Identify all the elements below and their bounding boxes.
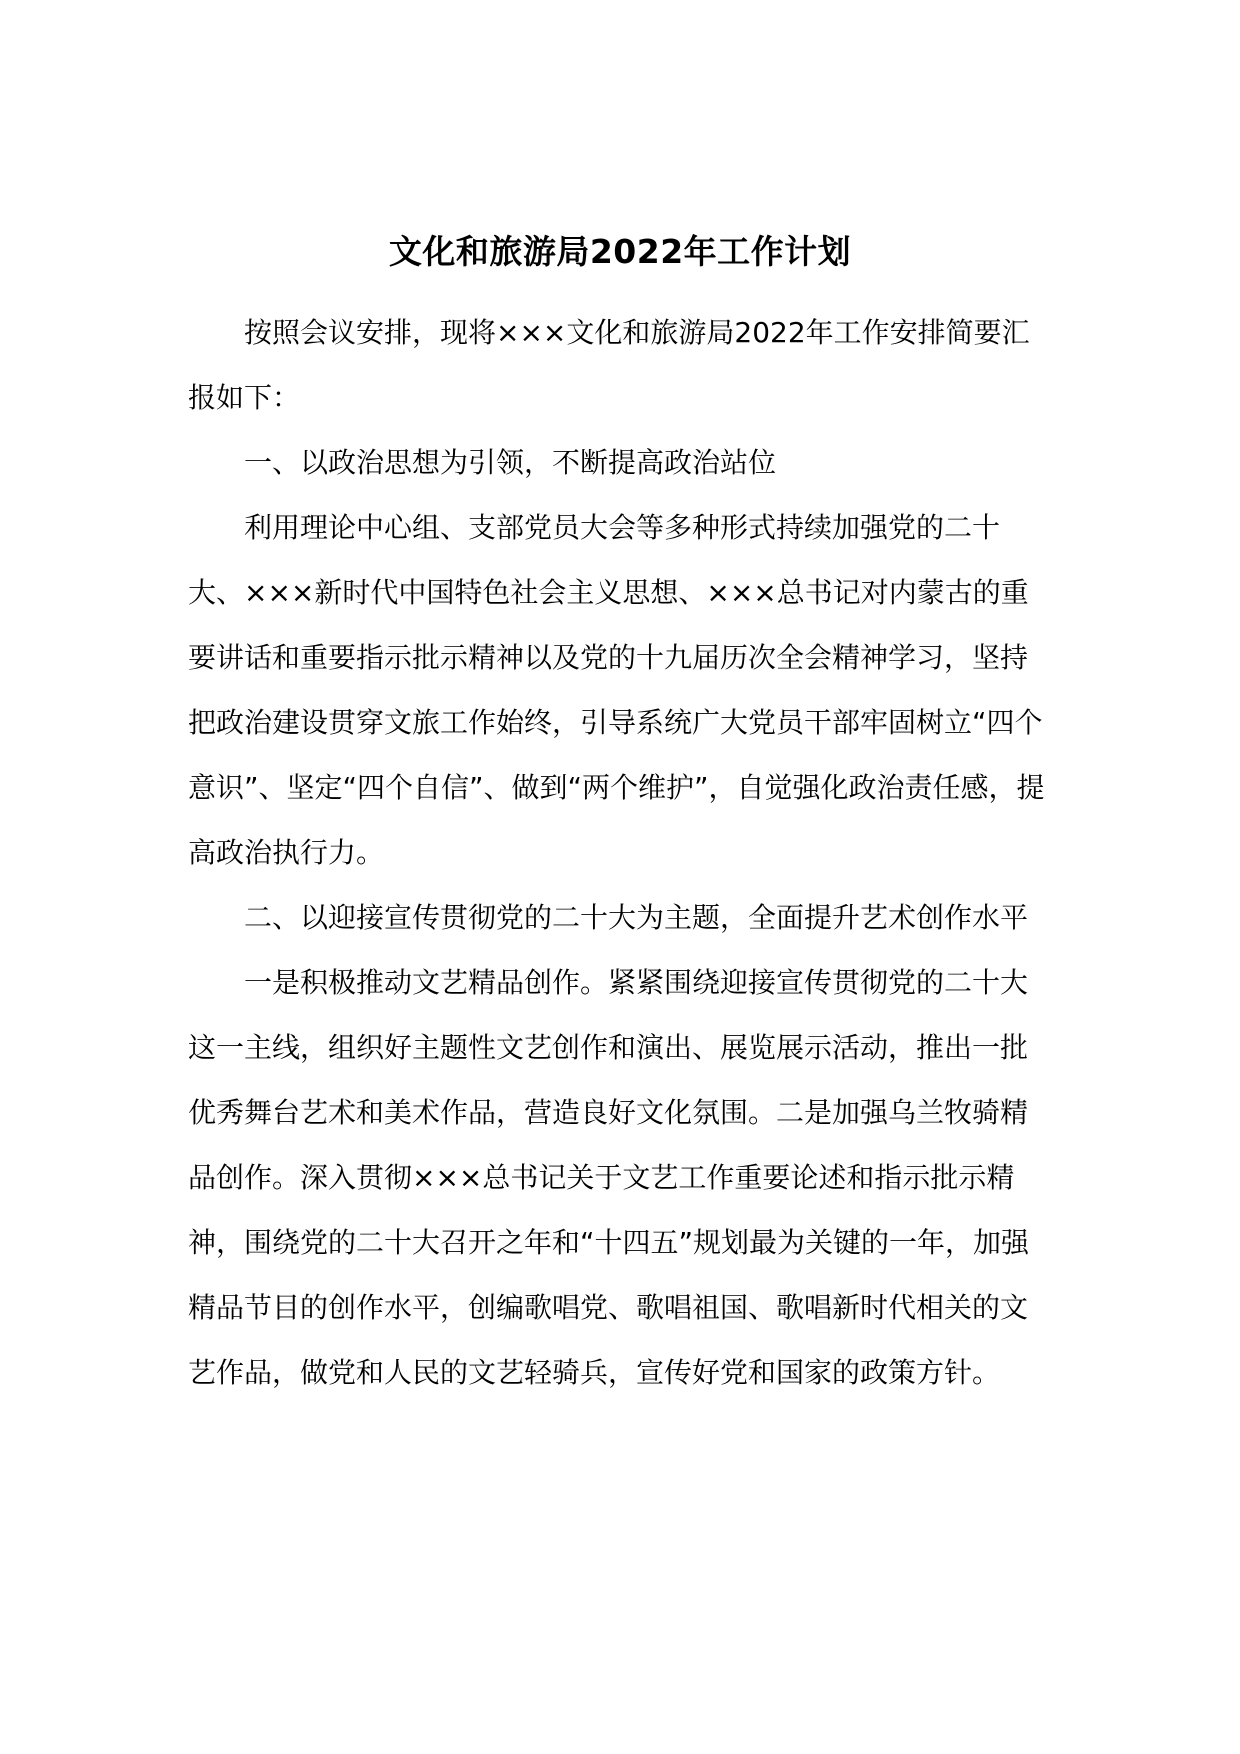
section-heading-1: 一、以政治思想为引领，不断提高政治站位: [244, 446, 777, 479]
document-title: 文化和旅游局2022年工作计划: [388, 232, 852, 272]
section-1-paragraph: 利用理论中心组、支部党员大会等多种形式持续加强党的二十大、×××新时代中国特色社会主义思想、×××总书记对内蒙古的重要讲话和重要指示批示精神以及党的十九届历次全会精神学习，坚持把政治建设贯穿文旅工作始终，引导系统广大党员干部牢固树立“四个意识”、坚定“四个自信”、做到“两个维护”，自觉强化政治责任感，提高政治执行力。: [188, 511, 1045, 869]
section-2-paragraph: 一是积极推动文艺精品创作。紧紧围绕迎接宣传贯彻党的二十大这一主线，组织好主题性文艺创作和演出、展览展示活动，推出一批优秀舞台艺术和美术作品，营造良好文化氛围。二是加强乌兰牧骑精品创作。深入贯彻×××总书记关于文艺工作重要论述和指示批示精神，围绕党的二十大召开之年和“十四五”规划最为关键的一年，加强精品节目的创作水平，创编歌唱党、歌唱祖国、歌唱新时代相关的文艺作品，做党和人民的文艺轻骑兵，宣传好党和国家的政策方针。: [188, 966, 1030, 1389]
section-heading-2: 二、以迎接宣传贯彻党的二十大为主题，全面提升艺术创作水平: [244, 901, 1029, 934]
intro-paragraph: 按照会议安排，现将×××文化和旅游局2022年工作安排简要汇报如下：: [188, 316, 1030, 414]
document-body: [188, 300, 1052, 1405]
